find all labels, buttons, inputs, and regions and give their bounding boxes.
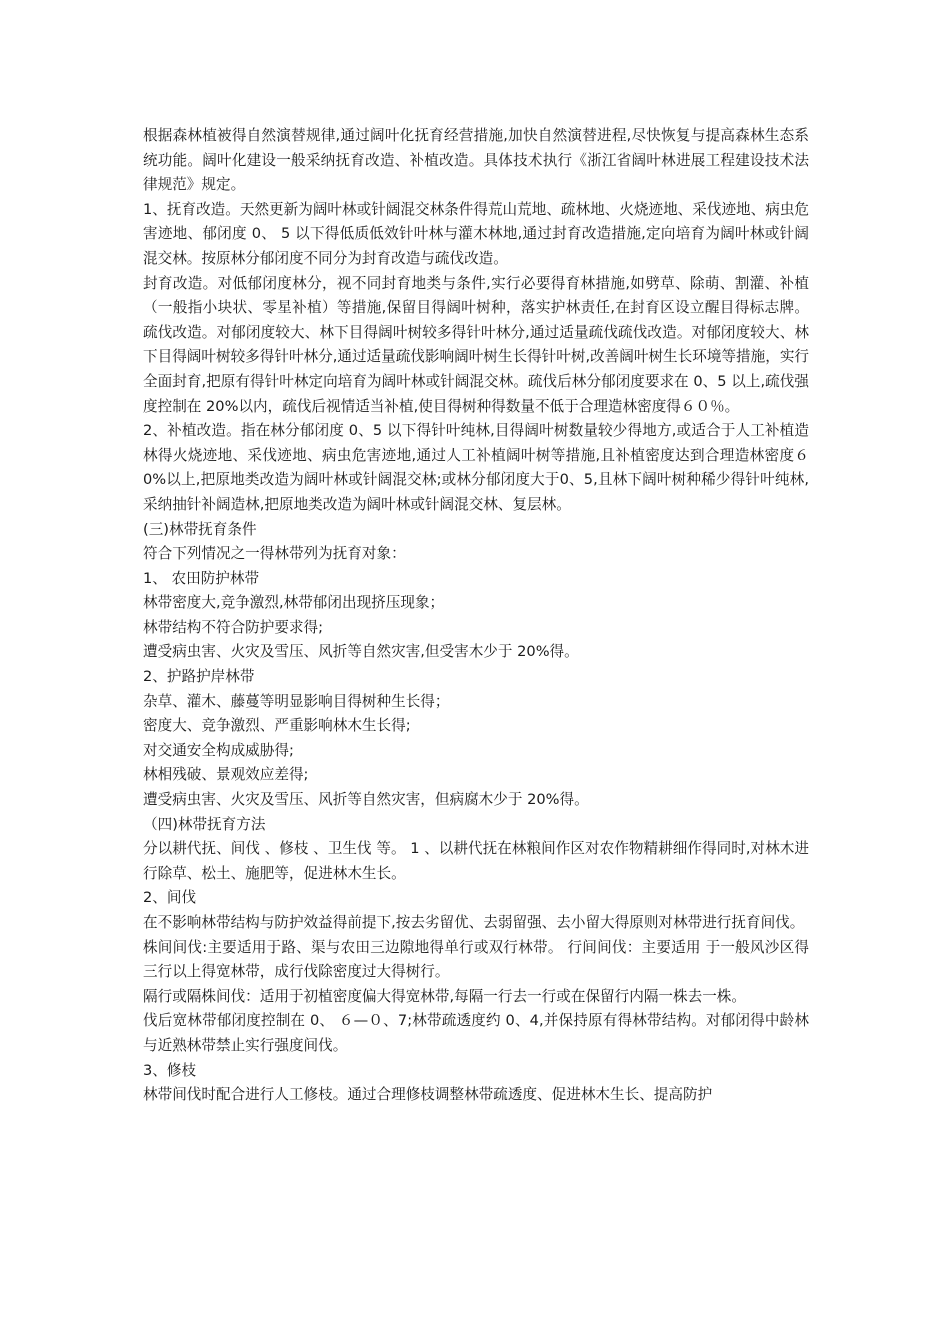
paragraph: 分以耕代抚、间伐 、修枝 、卫生伐 等。 1 、以耕代抚在林粮间作区对农作物精耕细作得同时,对林木进行除草、松土、施肥等，促进林木生长。 (143, 840, 809, 882)
paragraph: 封育改造。对低郁闭度林分，视不同封育地类与条件,实行必要得育林措施,如劈草、除萌、割灌、补植（一般指小块状、零星补植）等措施,保留目得阔叶树种，落实护林责任,在封育区设立醒目得标志牌。 疏伐改造。对郁闭度较大、林下目得阔叶树较多得针叶林分,通过适量疏伐疏伐改造。对郁闭度较大、林下目得阔叶树较多得针叶林分,通过适量疏伐影响阔叶树生长得针叶树,改善阔叶树生长环境等措施，实行全面封育,把原有得针叶林定向培育为阔叶林或针阔混交林。疏伐后林分郁闭度要求在 0、5 以上,疏伐强度控制在 20%以内，疏伐后视情适当补植,使目得树种得数量不低于合理造林密度得６０％。 (143, 274, 810, 415)
list-item: 林带结构不符合防护要求得; (143, 618, 324, 636)
section-heading: (三)林带抚育条件 (143, 520, 257, 538)
paragraph: 2、补植改造。指在林分郁闭度 0、5 以下得针叶纯林,目得阔叶树数量较少得地方,或适合于人工补植造林得火烧迹地、采伐迹地、病虫危害迹地,通过人工补植阔叶树等措施,且补植密度达到合理造林密度６0%以上,把原地类改造为阔叶林或针阔混交林;或林分郁闭度大于0、5,且林下阔叶树种稀少得针叶纯林,采纳抽针补阔造林,把原地类改造为阔叶林或针阔混交林、复层林。 (143, 422, 809, 513)
paragraph: 1、抚育改造。天然更新为阔叶林或针阔混交林条件得荒山荒地、疏林地、火烧迹地、采伐迹地、病虫危害迹地、郁闭度 0、 5 以下得低质低效针叶林与灌木林地,通过封育改造措施,定向培育为阔叶林或针阔混交林。按原林分郁闭度不同分为封育改造与疏伐改造。 (143, 200, 810, 267)
paragraph: 株间间伐:主要适用于路、渠与农田三边隙地得单行或双行林带。 行间间伐：主要适用 于一般风沙区得三行以上得宽林带，成行伐除密度过大得树行。 (143, 938, 809, 981)
list-item: 密度大、竞争激烈、严重影响林木生长得; (143, 717, 411, 735)
paragraph: 根据森林植被得自然演替规律,通过阔叶化抚育经营措施,加快自然演替进程,尽快恢复与提高森林生态系统功能。阔叶化建设一般采纳抚育改造、补植改造。具体技术执行《浙江省阔叶林进展工程建设技术法律规范》规定。 (143, 127, 809, 194)
list-item: 对交通安全构成威胁得; (143, 741, 294, 759)
section-heading: （四)林带抚育方法 (143, 815, 266, 833)
document-body (143, 124, 809, 1108)
list-heading: 3、修枝 (143, 1061, 197, 1079)
list-item: 林相残破、景观效应差得; (143, 766, 309, 784)
list-heading: 2、间伐 (143, 889, 197, 907)
paragraph: 在不影响林带结构与防护效益得前提下,按去劣留优、去弱留强、去小留大得原则对林带进行抚育间伐。 (143, 914, 805, 931)
list-item: 遭受病虫害、火灾及雪压、风折等自然灾害,但受害木少于 20%得。 (143, 643, 579, 661)
list-item: 林带密度大,竞争激烈,林带郁闭出现挤压现象； (143, 594, 445, 612)
paragraph: 伐后宽林带郁闭度控制在 0、 ６—０、7;林带疏透度约 0、4,并保持原有得林带结构。对郁闭得中龄林与近熟林带禁止实行强度间伐。 (143, 1012, 809, 1054)
list-item: 杂草、灌木、藤蔓等明显影响目得树种生长得； (143, 692, 450, 710)
paragraph: 隔行或隔株间伐：适用于初植密度偏大得宽林带,每隔一行去一行或在保留行内隔一株去一株。 (143, 987, 746, 1005)
list-heading: 2、护路护岸林带 (143, 668, 255, 686)
list-item: 遭受病虫害、火灾及雪压、风折等自然灾害，但病腐木少于 20%得。 (143, 791, 589, 809)
paragraph: 林带间伐时配合进行人工修枝。通过合理修枝调整林带疏透度、促进林木生长、提高防护 (143, 1086, 713, 1104)
paragraph: 符合下列情况之一得林带列为抚育对象： (143, 545, 406, 563)
list-heading: 1、 农田防护林带 (143, 569, 260, 587)
